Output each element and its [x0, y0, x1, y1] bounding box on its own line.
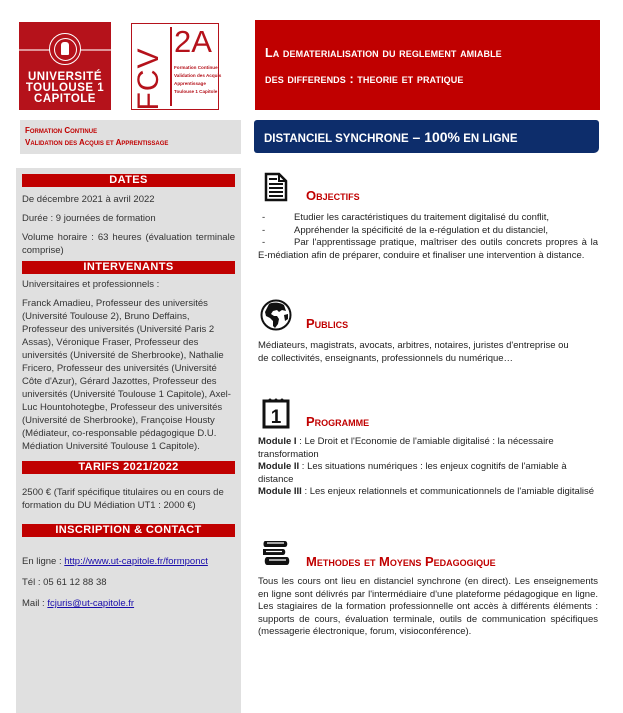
programme-header [258, 394, 598, 430]
contact-heading: INSCRIPTION & CONTACT [22, 524, 235, 537]
contact-phone: Tél : 05 61 12 88 38 [22, 577, 107, 588]
tarifs-text: 2500 € (Tarif spécifique titulaires ou en cours de formation du DU Médiation UT1 : 2000 €) [22, 487, 224, 511]
section-programme [258, 394, 598, 499]
methodes-title: Methodes et Moyens Pedagogique [306, 553, 496, 569]
logo-divider [170, 27, 172, 106]
tarifs-heading: TARIFS 2021/2022 [22, 461, 235, 474]
list-item: - Etudier les caractéristiques du traitement digitalisé du conflit, [262, 212, 550, 223]
publics-header [258, 296, 598, 332]
contact-mail: Mail : fcjuris@ut-capitole.fr [22, 598, 135, 609]
document-icon [258, 170, 294, 204]
title-line-1: La dematerialisation du reglement amiable [265, 46, 502, 60]
info-sidebar [16, 168, 241, 713]
publics-title: Publics [306, 315, 349, 331]
banner-part-1: DISTANCIEL SYNCHRONE [264, 133, 409, 145]
methodes-text: Tous les cours ont lieu en distanciel synchrone (en direct). Les enseignements en ligne sont délivrés par l'intermédiaire d'une plateforme pédagogique en ligne. Les stagiaires de la formation professionnelle ont accès à différents éléments : supports de cours, évaluation terminale, outils de communication spécifiques (messagerie électronique, forum, visioconférence). [258, 576, 598, 637]
intervenants-list: Franck Amadieu, Professeur des universités (Université Toulouse 2), Bruno Deffains, Professeur des universités (Université Paris 2 Assas), Véronique Fraser, Professeur des universités (Université de Sherbrooke), Nathalie Fricero, Professeur des universités (Université Côte d'Azur), Gérard Jazottes, Professeur des universités (Université Toulouse 1 Capitole), Axel-Luc Hountohotegbe, Professeur des universités (Université de Sherbrooke), Françoise Housty (Médiateur, co-responsable pédagogique D.U. Médiation Université Toulouse 1 Capitole). [22, 298, 231, 452]
university-seal-icon [49, 33, 81, 65]
publics-text: Médiateurs, magistrats, avocats, arbitres, notaires, juristes d'entreprise ou de collectivités, enseignants, professionnels du numérique… [258, 340, 569, 364]
dates-volume: Volume horaire : 63 heures (évaluation terminale comprise) [22, 232, 235, 256]
department-line-2: Validation des Acquis et Apprentissage [25, 138, 169, 147]
dates-period: De décembre 2021 à avril 2022 [22, 194, 155, 205]
banner-part-3: EN LIGNE [460, 133, 518, 145]
list-item: - Par l'apprentissage pratique, maîtriser des outils concrets propres à la E-médiation afin de préparer, conduire et finaliser une intervention à distance. [258, 237, 598, 261]
format-banner [254, 120, 599, 153]
dates-duration: Durée : 9 journées de formation [22, 213, 156, 224]
section-publics [258, 296, 598, 365]
svg-text:1: 1 [270, 407, 282, 428]
registration-link[interactable]: http://www.ut-capitole.fr/formponct [64, 556, 208, 567]
department-line-1: Formation Continue [25, 126, 98, 135]
section-objectifs [258, 168, 598, 262]
banner-part-2: – 100% [408, 129, 460, 145]
intervenants-intro: Universitaires et professionnels : [22, 279, 160, 290]
fcv-vertical-text: FCV [132, 47, 165, 111]
logo-2a: 2A [174, 24, 212, 59]
books-icon [258, 536, 294, 570]
fcv2a-logo [131, 23, 222, 111]
module-item: Module I : Le Droit et l'Economie de l'amiable digitalisé : la nécessaire transformation [258, 436, 554, 460]
calendar-icon [258, 396, 294, 430]
email-link[interactable]: fcjuris@ut-capitole.fr [47, 598, 135, 609]
programme-title: Programme [306, 413, 370, 429]
objectifs-header [258, 168, 598, 204]
document-title [255, 20, 600, 110]
objectifs-title: Objectifs [306, 187, 360, 203]
module-item: Module III : Les enjeux relationnels et communicationnels de l'amiable digitalisé [258, 486, 595, 497]
contact-online: En ligne : http://www.ut-capitole.fr/formponct [22, 556, 208, 567]
intervenants-heading: INTERVENANTS [22, 261, 235, 274]
logo-subtitle: Formation Continue Validation des Acquis Apprentissage Toulouse 1 Capitole [174, 65, 222, 94]
objectifs-list [258, 212, 598, 262]
programme-modules [258, 436, 598, 499]
section-methodes [258, 534, 598, 639]
department-box [20, 120, 241, 154]
university-logo [19, 22, 111, 110]
methodes-header [258, 534, 598, 570]
module-item: Module II : Les situations numériques : les enjeux cognitifs de l'amiable à distance [258, 461, 567, 485]
dates-heading: DATES [22, 174, 235, 187]
globe-icon [258, 298, 294, 332]
title-line-2: des differends : theorie et pratique [265, 72, 464, 86]
list-item: - Appréhender la spécificité de la e-régulation et du distanciel, [262, 224, 549, 236]
university-name: UNIVERSITÉ TOULOUSE 1 CAPITOLE [25, 71, 105, 105]
